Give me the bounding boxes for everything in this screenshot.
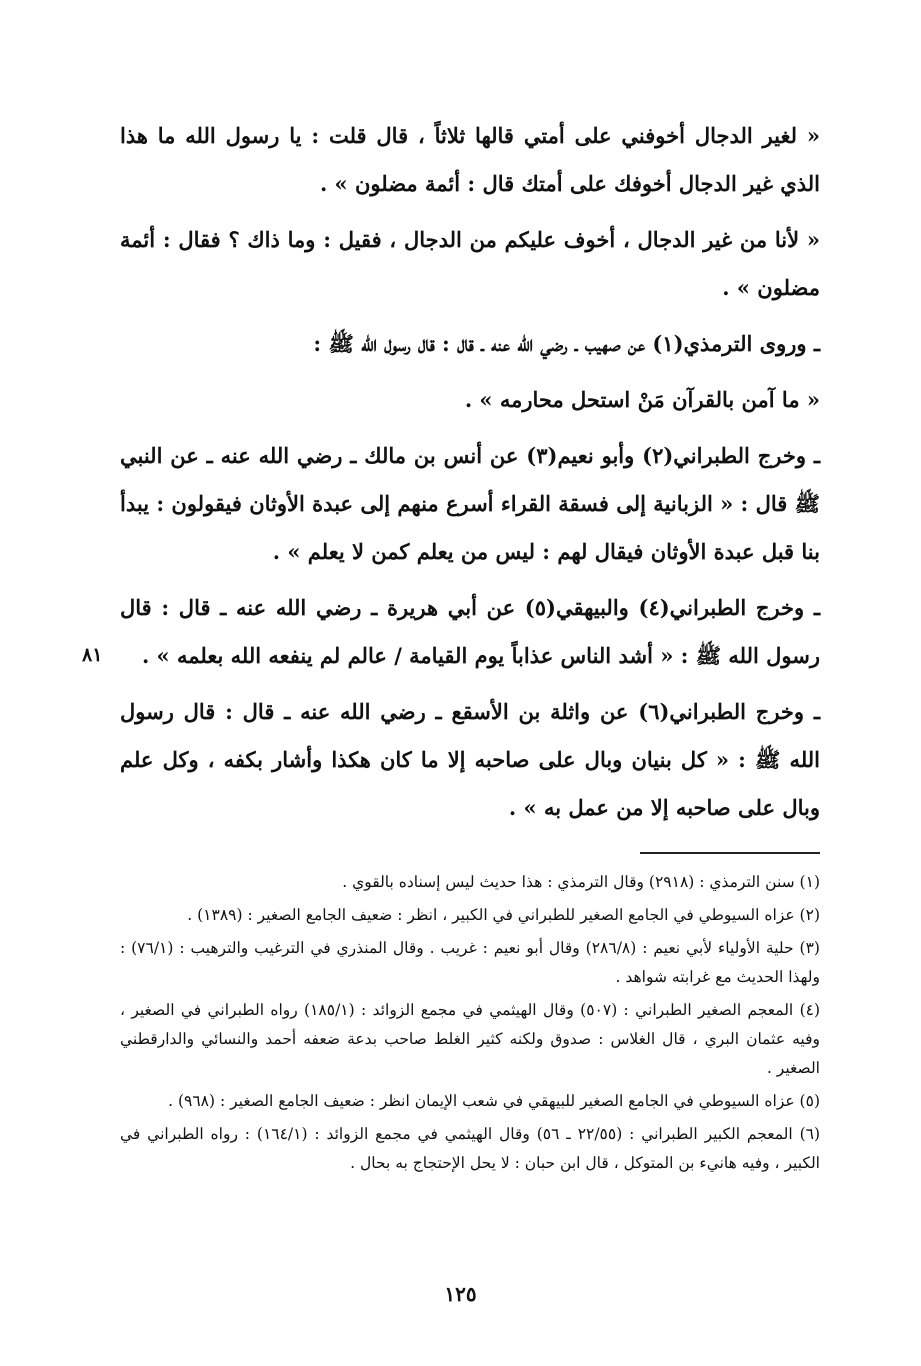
margin-page-reference: ٨١: [82, 644, 103, 666]
footnote: (٤) المعجم الصغير الطبراني : (٥٠٧) وقال الهيثمي في مجمع الزوائد : (١٨٥/١) رواه الطبراني في الصغير ، وفيه عثمان البري ، قال الغلاس : صدوق ولكنه كثير الغلط صاحب بدعة ضعفه أحمد والنسائي والدارقطني الصغير .: [120, 1001, 821, 1077]
footnote: (٣) حلية الأولياء لأبي نعيم : (٢٨٦/٨) وقال أبو نعيم : غريب . وقال المنذري في الترغيب والترهيب : (٧٦/١) : ولهذا الحديث مع غرابته شواهد .: [120, 939, 820, 986]
paragraph: « ما آمن بالقرآن مَنْ استحل محارمه » .: [464, 387, 820, 412]
page-number: ١٢٥: [444, 1282, 477, 1306]
paragraph: ـ وروى الترمذي(١) عن صهيب ـ رضي الله عنه ـ قال : قال رسول الله ﷺ :: [313, 331, 820, 356]
footnotes: [120, 868, 820, 1182]
paragraph: ـ وخرج الطبراني(٦) عن واثلة بن الأسقع ـ رضي الله عنه ـ قال : قال رسول الله ﷺ : « كل بنيان وبال على صاحبه إلا ما كان هكذا وأشار بكفه ، وكل علم وبال على صاحبه إلا من عمل به » .: [120, 699, 820, 820]
footnote-divider: [640, 852, 820, 854]
footnote: (١) سنن الترمذي : (٢٩١٨) وقال الترمذي : هذا حديث ليس إسناده بالقوي .: [342, 873, 820, 891]
footnote: (٦) المعجم الكبير الطبراني : (٢٢/٥٥ ـ ٥٦) وقال الهيثمي في مجمع الزوائد : (١٦٤/١) : رواه الطبراني في الكبير ، وفيه هانيء بن المتوكل ، قال ابن حبان : لا يحل الإحتجاج به بحال .: [120, 1125, 821, 1172]
paragraph: « لأنا من غير الدجال ، أخوف عليكم من الدجال ، فقيل : وما ذاك ؟ فقال : أئمة مضلون » .: [120, 227, 820, 300]
main-text: [120, 112, 820, 840]
footnote: (٢) عزاه السيوطي في الجامع الصغير للطبراني في الكبير ، انظر : ضعيف الجامع الصغير : (١٣٨٩) .: [187, 906, 820, 924]
paragraph: ـ وخرج الطبراني(٤) والبيهقي(٥) عن أبي هريرة ـ رضي الله عنه ـ قال : قال رسول الله ﷺ : « أشد الناس عذاباً يوم القيامة / عالم لم ينفعه الله بعلمه » .: [120, 595, 821, 668]
footnote: (٥) عزاه السيوطي في الجامع الصغير للبيهقي في شعب الإيمان انظر : ضعيف الجامع الصغير : (٩٦٨) .: [168, 1092, 820, 1110]
paragraph: ـ وخرج الطبراني(٢) وأبو نعيم(٣) عن أنس بن مالك ـ رضي الله عنه ـ عن النبي ﷺ قال : « الزبانية إلى فسقة القراء أسرع منهم إلى عبدة الأوثان فيقولون : يبدأ بنا قبل عبدة الأوثان فيقال لهم : ليس من يعلم كمن لا يعلم » .: [120, 443, 821, 564]
paragraph: « لغير الدجال أخوفني على أمتي قالها ثلاثاً ، قال قلت : يا رسول الله ما هذا الذي غير الدجال أخوفك على أمتك قال : أئمة مضلون » .: [120, 123, 820, 196]
